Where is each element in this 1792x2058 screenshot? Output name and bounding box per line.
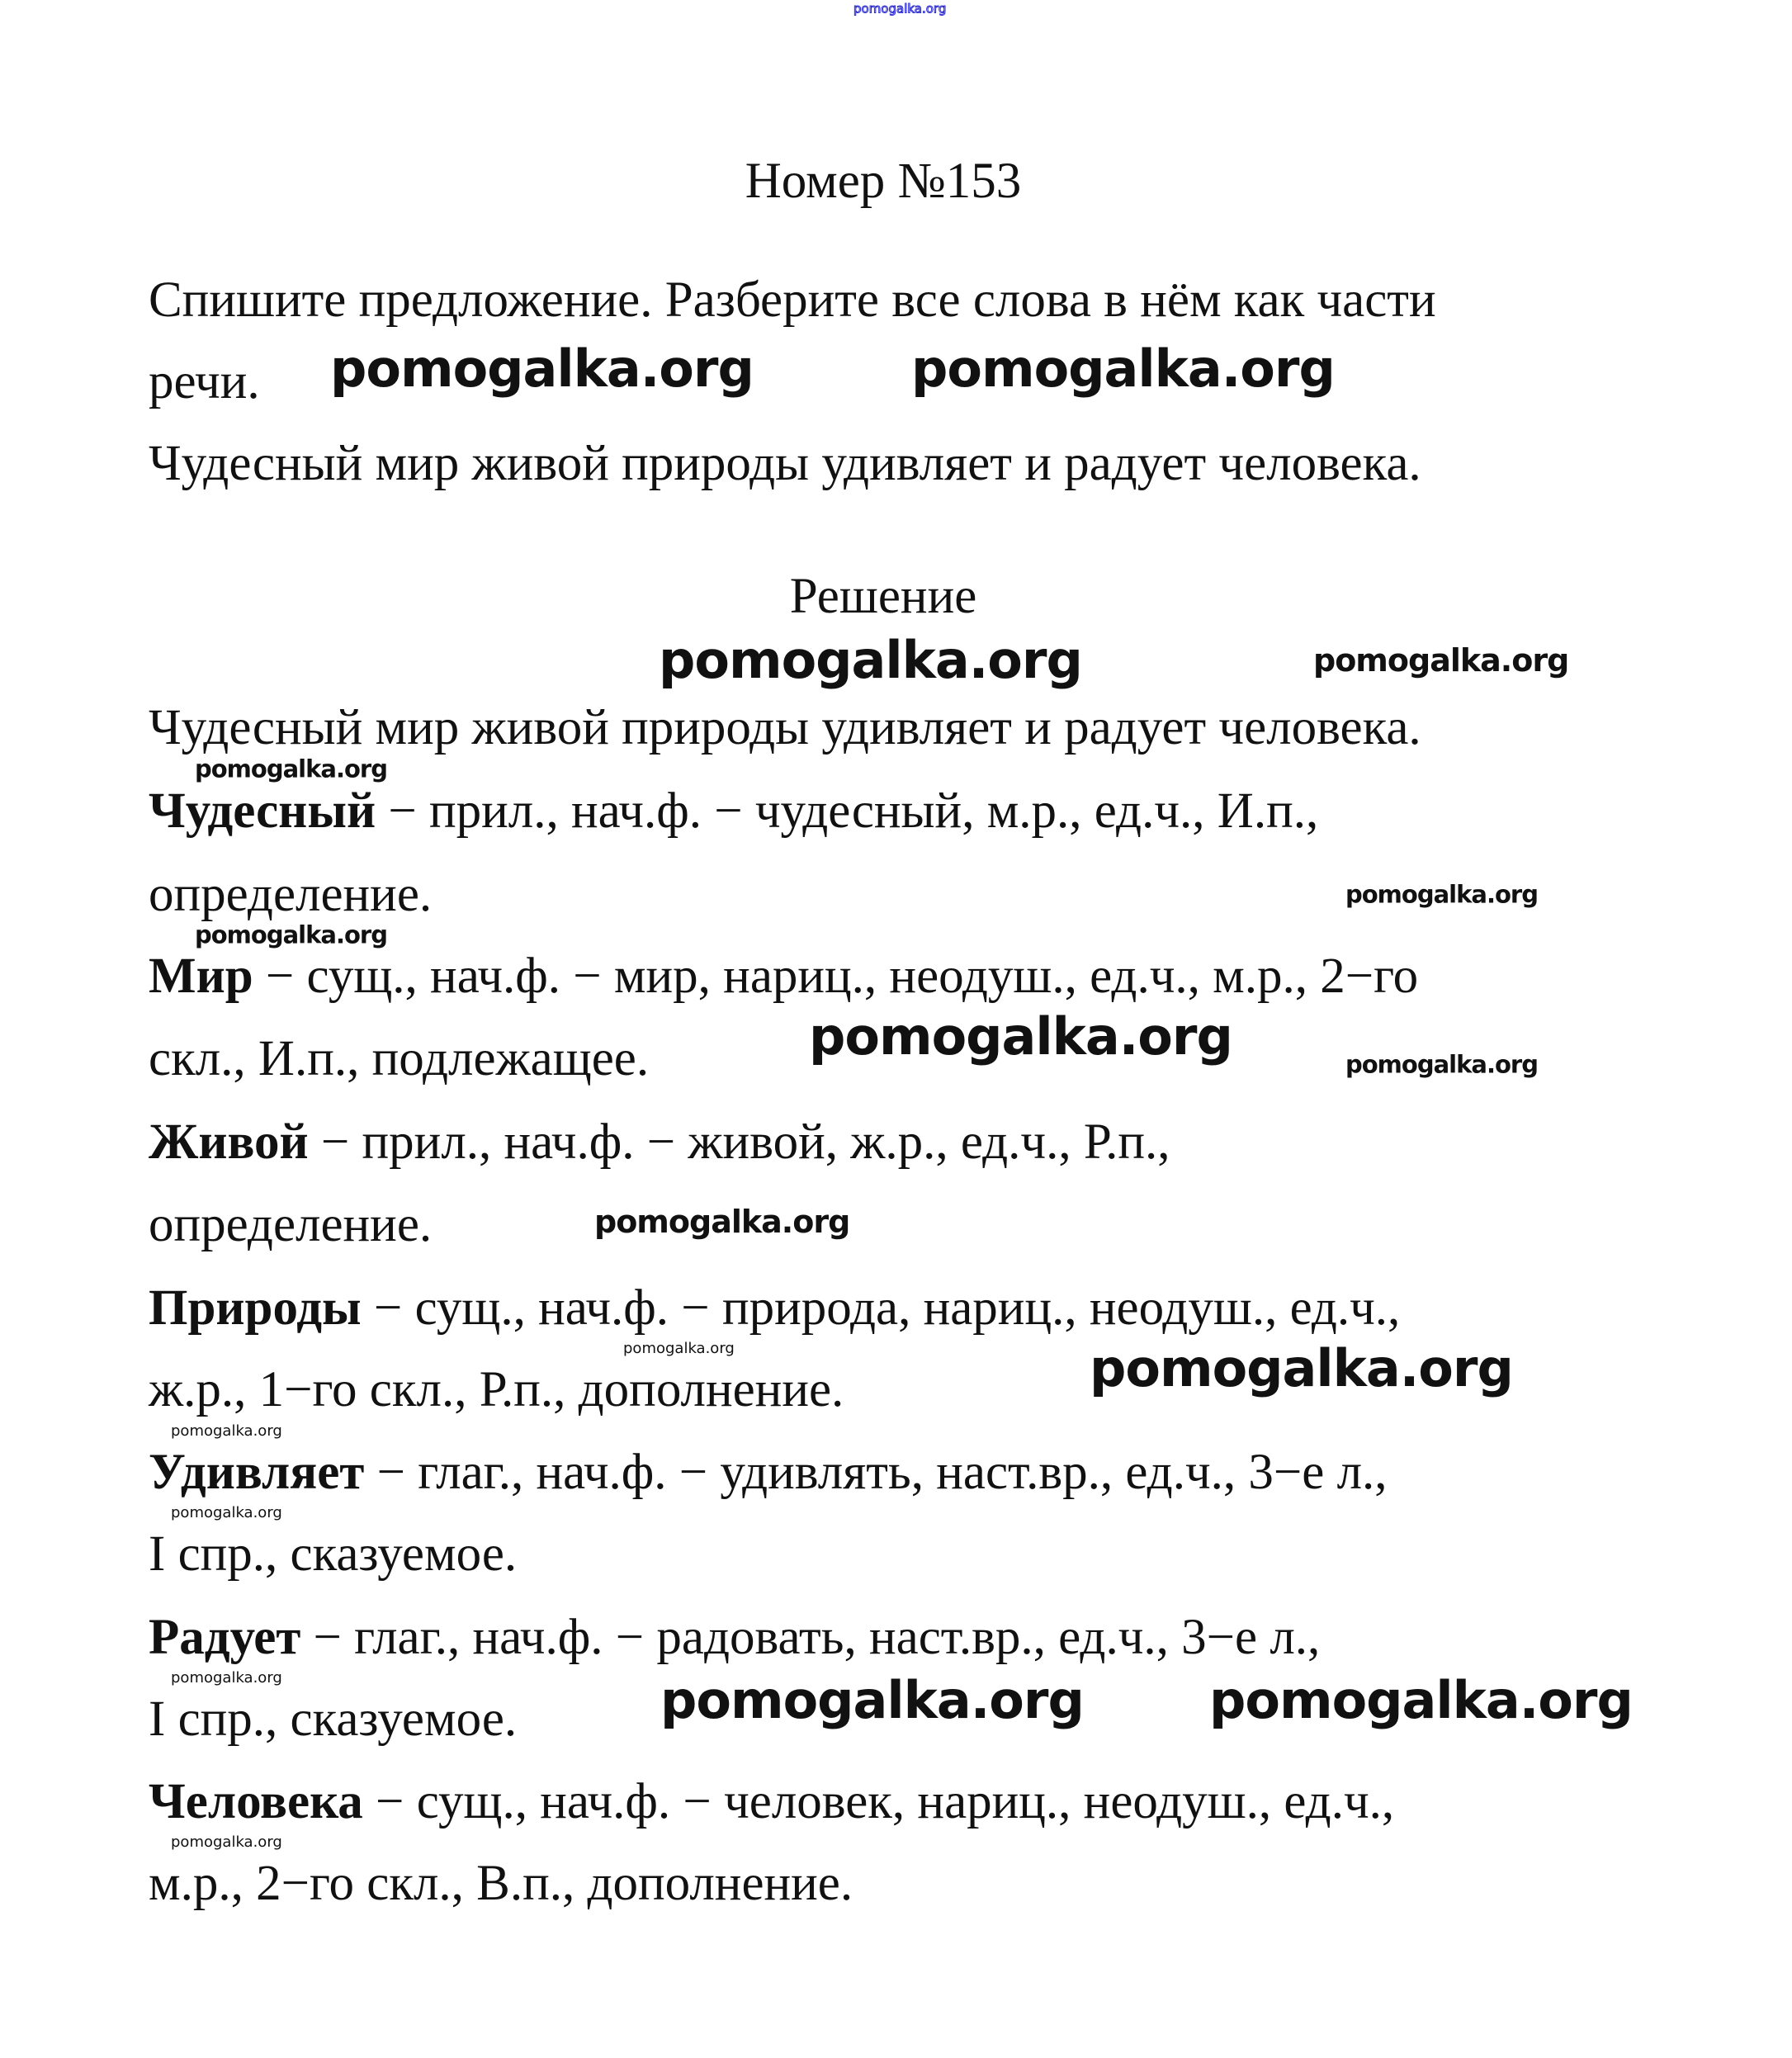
watermark: pomogalka.org	[330, 338, 754, 399]
entry-line	[149, 783, 1318, 840]
task-text-line-2: речи.	[149, 354, 260, 409]
task-sentence: Чудесный мир живой природы удивляет и радует человека.	[149, 436, 1421, 491]
entry-line	[149, 1280, 1400, 1337]
entry-text: − глаг., нач.ф. − радовать, наст.вр., ед.ч., 3−е л.,	[300, 1610, 1321, 1665]
watermark: pomogalka.org	[195, 920, 387, 949]
task-text-line-1: Спишите предложение. Разберите все слова в нём как части	[149, 272, 1436, 328]
watermark: pomogalka.org	[1345, 1050, 1538, 1079]
watermark: pomogalka.org	[195, 755, 387, 783]
entry-text: − прил., нач.ф. − живой, ж.р., ед.ч., Р.п.,	[308, 1114, 1170, 1170]
watermark: pomogalka.org	[809, 1006, 1232, 1067]
entry-line	[149, 1773, 1394, 1831]
watermark: pomogalka.org	[594, 1204, 850, 1240]
entry-text: − глаг., нач.ф. − удивлять, наст.вр., ед.ч., 3−е л.,	[364, 1445, 1388, 1500]
entry-line	[149, 948, 1418, 1005]
watermark: pomogalka.org	[171, 1504, 282, 1521]
entry-word: Радует	[149, 1610, 301, 1665]
watermark: pomogalka.org	[659, 630, 1082, 690]
solution-heading: Решение	[789, 569, 977, 624]
entry-text: − сущ., нач.ф. − человек, нариц., неодуш., ед.ч.,	[362, 1774, 1395, 1829]
entry-word: Удивляет	[149, 1445, 365, 1500]
entry-text: − сущ., нач.ф. − мир, нариц., неодуш., ед.ч., м.р., 2−го	[253, 949, 1419, 1004]
entry-line: м.р., 2−го скл., В.п., дополнение.	[149, 1856, 853, 1911]
entry-text: − сущ., нач.ф. − природа, нариц., неодуш., ед.ч.,	[361, 1280, 1401, 1336]
watermark: pomogalka.org	[171, 1422, 282, 1440]
watermark: pomogalka.org	[1345, 880, 1538, 909]
entry-line: I спр., сказуемое.	[149, 1691, 518, 1747]
entry-line	[149, 1114, 1170, 1171]
entry-text: − прил., нач.ф. − чудесный, м.р., ед.ч., И.п.,	[376, 783, 1319, 839]
watermark: pomogalka.org	[853, 1, 947, 17]
entry-word: Чудесный	[149, 783, 376, 839]
entry-line	[149, 1609, 1320, 1667]
watermark: pomogalka.org	[1090, 1338, 1513, 1398]
entry-word: Человека	[149, 1774, 363, 1829]
entry-word: Живой	[149, 1114, 309, 1170]
page-title: Номер №153	[745, 154, 1022, 209]
entry-line: ж.р., 1−го скл., Р.п., дополнение.	[149, 1362, 844, 1417]
solution-sentence: Чудесный мир живой природы удивляет и радует человека.	[149, 700, 1421, 755]
entry-line: определение.	[149, 867, 433, 922]
watermark: pomogalka.org	[1313, 642, 1569, 679]
watermark: pomogalka.org	[660, 1670, 1084, 1730]
watermark: pomogalka.org	[1209, 1670, 1633, 1730]
entry-line: I спр., сказуемое.	[149, 1526, 518, 1582]
entry-word: Мир	[149, 949, 253, 1004]
watermark: pomogalka.org	[171, 1833, 282, 1851]
entry-line: скл., И.п., подлежащее.	[149, 1031, 650, 1086]
watermark: pomogalka.org	[623, 1340, 735, 1357]
watermark: pomogalka.org	[911, 338, 1335, 399]
entry-word: Природы	[149, 1280, 362, 1336]
entry-line: определение.	[149, 1197, 433, 1252]
entry-line	[149, 1444, 1388, 1502]
watermark: pomogalka.org	[171, 1669, 282, 1687]
